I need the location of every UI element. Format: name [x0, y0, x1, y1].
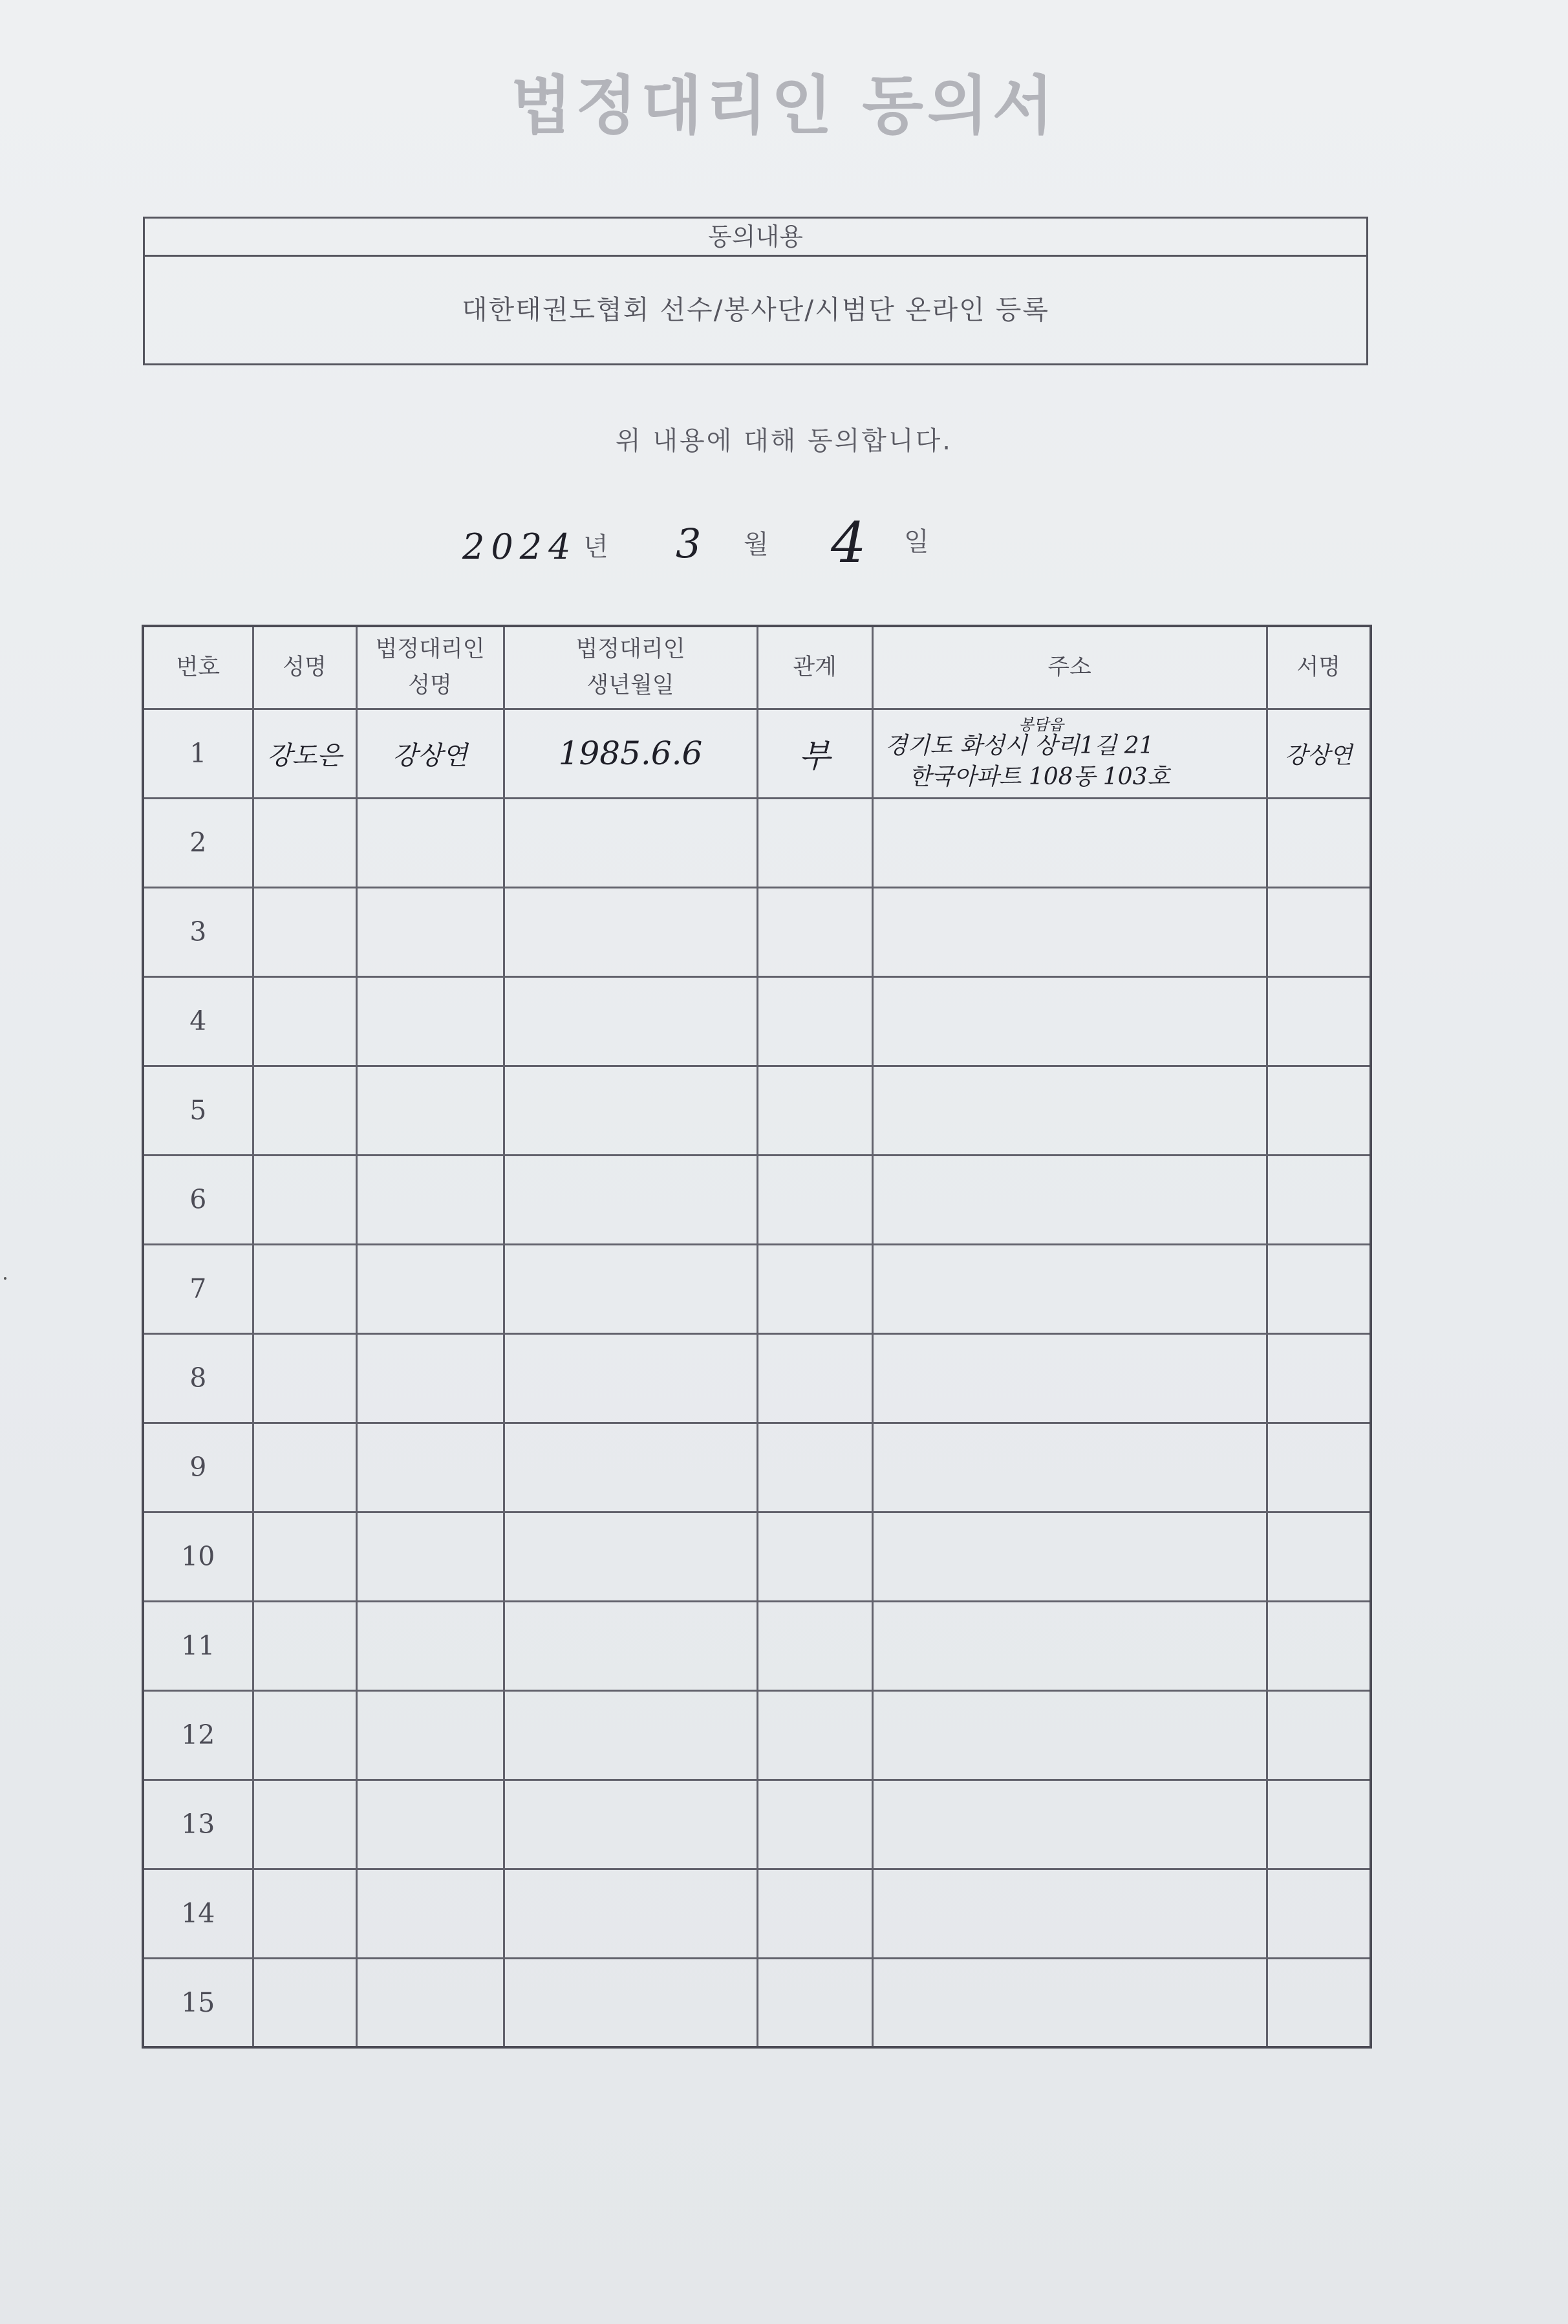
empty-cell [1267, 887, 1371, 976]
empty-cell [356, 1601, 504, 1690]
guardian-birth-handwritten: 1985.6.6 [504, 709, 757, 798]
consent-body: 대한태권도협회 선수/봉사단/시범단 온라인 등록 [462, 294, 1049, 325]
header-guardian-birth [504, 626, 757, 709]
table-row [143, 1869, 1371, 1958]
empty-cell [356, 1780, 504, 1869]
date-day-handwritten: 4 [831, 511, 866, 576]
empty-cell [253, 1512, 356, 1601]
empty-cell [757, 887, 872, 976]
empty-cell [1267, 1958, 1371, 2047]
paper-speck [4, 1277, 6, 1280]
empty-cell [1267, 1690, 1371, 1780]
empty-cell [757, 1155, 872, 1244]
guardian-name-handwritten: 강상연 [356, 709, 504, 798]
empty-cell [504, 1780, 757, 1869]
table-row [143, 887, 1371, 976]
empty-cell [757, 1512, 872, 1601]
empty-cell [757, 1333, 872, 1423]
empty-cell [872, 1066, 1267, 1155]
date-month-unit: 월 [744, 530, 769, 559]
empty-cell [872, 1958, 1267, 2047]
table-row [143, 1244, 1371, 1333]
empty-cell [253, 1155, 356, 1244]
row-number: 13 [143, 1780, 253, 1869]
empty-cell [872, 1244, 1267, 1333]
empty-cell [253, 976, 356, 1066]
header-guardian-name [356, 626, 504, 709]
row-number: 8 [143, 1333, 253, 1423]
empty-cell [872, 1512, 1267, 1601]
address-insert-handwritten: 봉담읍 [1018, 716, 1064, 734]
empty-cell [356, 1423, 504, 1512]
header-address: 주소 [872, 626, 1267, 709]
address-line2-handwritten: 한국아파트 108동 103호 [908, 764, 1170, 790]
empty-cell [253, 1601, 356, 1690]
empty-cell [872, 1601, 1267, 1690]
empty-cell [1267, 1780, 1371, 1869]
empty-cell [872, 1869, 1267, 1958]
empty-cell [1267, 1601, 1371, 1690]
empty-cell [757, 1869, 872, 1958]
table-row [143, 1512, 1371, 1601]
empty-cell [356, 976, 504, 1066]
guardian-table [142, 625, 1372, 2049]
header-guardian-name-line2: 성명 [408, 672, 452, 699]
empty-cell [253, 1780, 356, 1869]
empty-cell [253, 1333, 356, 1423]
empty-cell [356, 1869, 504, 1958]
date-day-unit: 일 [904, 527, 929, 557]
empty-cell [356, 1690, 504, 1780]
header-guardian-name-line1: 법정대리인 [375, 636, 485, 663]
date-year-unit: 년 [583, 532, 608, 562]
empty-cell [356, 1333, 504, 1423]
empty-cell [757, 1601, 872, 1690]
table-row [143, 1690, 1371, 1780]
row-number: 6 [143, 1155, 253, 1244]
empty-cell [504, 1244, 757, 1333]
empty-cell [504, 798, 757, 887]
header-signature: 서명 [1267, 626, 1371, 709]
empty-cell [1267, 1333, 1371, 1423]
empty-cell [504, 887, 757, 976]
empty-cell [1267, 1244, 1371, 1333]
empty-cell [1267, 1512, 1371, 1601]
empty-cell [872, 1690, 1267, 1780]
empty-cell [504, 1155, 757, 1244]
table-row [143, 1958, 1371, 2047]
empty-cell [1267, 1423, 1371, 1512]
signature-handwritten: 강상연 [1267, 709, 1371, 798]
empty-cell [356, 1512, 504, 1601]
date-line [0, 511, 1568, 588]
empty-cell [1267, 1155, 1371, 1244]
empty-cell [1267, 976, 1371, 1066]
table-row [143, 1066, 1371, 1155]
table-row [143, 709, 1371, 798]
empty-cell [757, 1244, 872, 1333]
empty-cell [757, 798, 872, 887]
date-year-handwritten: 2024 [462, 526, 577, 567]
row-number: 5 [143, 1066, 253, 1155]
address-cell [872, 709, 1267, 798]
empty-cell [356, 1155, 504, 1244]
header-relation: 관계 [757, 626, 872, 709]
empty-cell [1267, 1869, 1371, 1958]
empty-cell [253, 1958, 356, 2047]
address-line1-handwritten: 경기도 화성시 상리1길 21 [885, 733, 1154, 759]
empty-cell [253, 798, 356, 887]
table-header-row [143, 626, 1371, 709]
empty-cell [253, 887, 356, 976]
row-number: 12 [143, 1690, 253, 1780]
consent-header: 동의내용 [145, 219, 1366, 257]
empty-cell [504, 1423, 757, 1512]
empty-cell [504, 1066, 757, 1155]
empty-cell [356, 1066, 504, 1155]
row-number: 10 [143, 1512, 253, 1601]
header-guardian-birth-line2: 생년월일 [586, 672, 674, 699]
header-guardian-birth-line1: 법정대리인 [575, 636, 685, 663]
empty-cell [253, 1423, 356, 1512]
empty-cell [504, 1333, 757, 1423]
row-number: 11 [143, 1601, 253, 1690]
row-number: 4 [143, 976, 253, 1066]
table-row [143, 1601, 1371, 1690]
empty-cell [504, 1958, 757, 2047]
empty-cell [504, 1869, 757, 1958]
empty-cell [757, 1780, 872, 1869]
empty-cell [1267, 798, 1371, 887]
empty-cell [872, 1333, 1267, 1423]
empty-cell [872, 887, 1267, 976]
header-name: 성명 [253, 626, 356, 709]
empty-cell [253, 1066, 356, 1155]
empty-cell [504, 976, 757, 1066]
empty-cell [872, 798, 1267, 887]
row-number: 2 [143, 798, 253, 887]
empty-cell [356, 887, 504, 976]
empty-cell [757, 1066, 872, 1155]
row-number: 9 [143, 1423, 253, 1512]
empty-cell [253, 1244, 356, 1333]
empty-cell [504, 1601, 757, 1690]
empty-cell [872, 1155, 1267, 1244]
document-title: 법정대리인 동의서 [510, 69, 1058, 143]
relation-handwritten: 부 [757, 709, 872, 798]
empty-cell [872, 1780, 1267, 1869]
empty-cell [757, 1423, 872, 1512]
empty-cell [872, 976, 1267, 1066]
row-number: 7 [143, 1244, 253, 1333]
empty-cell [757, 1958, 872, 2047]
table-row [143, 976, 1371, 1066]
empty-cell [504, 1690, 757, 1780]
consent-content-box [143, 217, 1368, 365]
table-row [143, 798, 1371, 887]
empty-cell [504, 1512, 757, 1601]
header-no: 번호 [143, 626, 253, 709]
student-name-handwritten: 강도은 [253, 709, 356, 798]
row-number: 1 [143, 709, 253, 798]
date-month-handwritten: 3 [676, 520, 702, 567]
row-number: 15 [143, 1958, 253, 2047]
empty-cell [356, 798, 504, 887]
empty-cell [1267, 1066, 1371, 1155]
row-number: 3 [143, 887, 253, 976]
empty-cell [872, 1423, 1267, 1512]
empty-cell [757, 1690, 872, 1780]
table-row [143, 1155, 1371, 1244]
row-number: 14 [143, 1869, 253, 1958]
agree-statement: 위 내용에 대해 동의합니다. [616, 426, 952, 456]
table-row [143, 1780, 1371, 1869]
table-row [143, 1423, 1371, 1512]
empty-cell [253, 1869, 356, 1958]
empty-cell [356, 1958, 504, 2047]
table-row [143, 1333, 1371, 1423]
empty-cell [757, 976, 872, 1066]
empty-cell [356, 1244, 504, 1333]
empty-cell [253, 1690, 356, 1780]
